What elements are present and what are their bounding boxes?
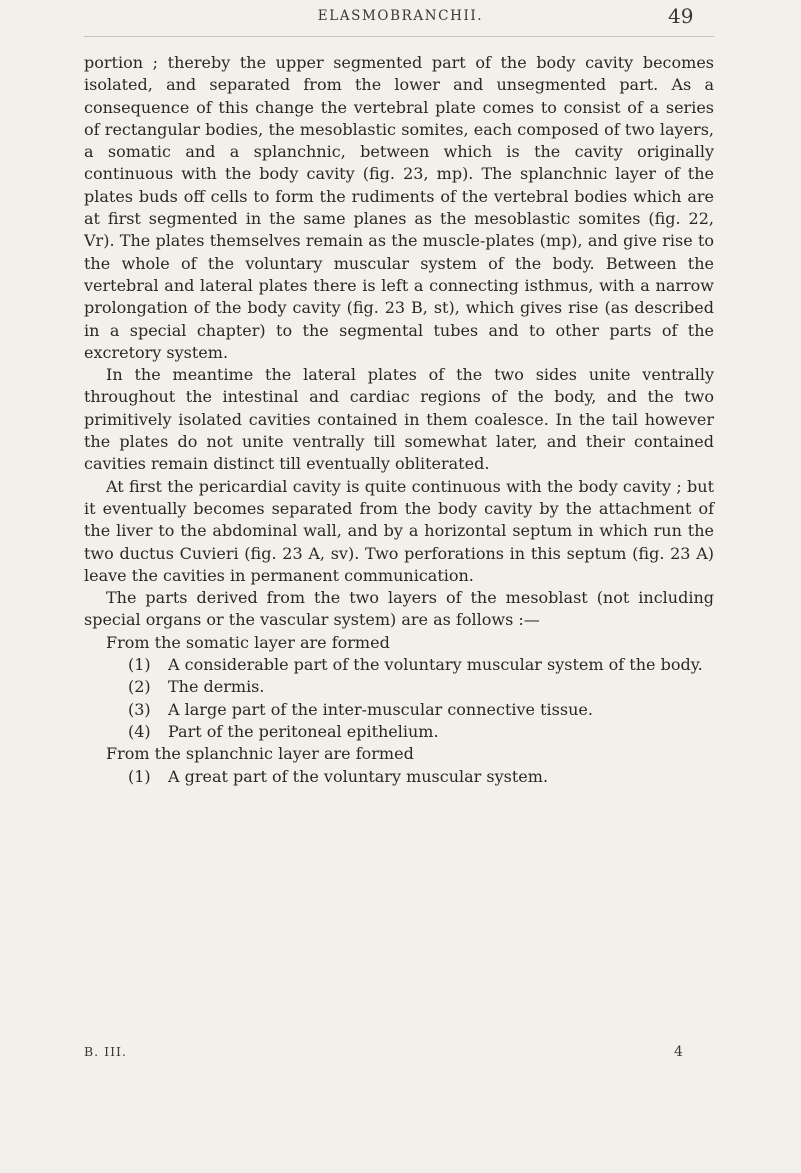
paragraph: The parts derived from the two layers of the mesoblast (not including special organs or the vascular system) are as follows :— (84, 588, 714, 630)
list-number: (3) (128, 699, 151, 719)
list-text: The dermis. (168, 677, 265, 697)
list-number: (1) (128, 655, 151, 675)
list-item (84, 721, 714, 743)
body-text (84, 52, 714, 788)
list-number: (2) (128, 677, 151, 697)
splanchnic-heading: From the splanchnic layer are formed (106, 744, 414, 764)
gathering-mark: 4 (674, 1044, 684, 1060)
list-item (84, 676, 714, 698)
list-number: (1) (128, 766, 151, 786)
page-number: 49 (668, 4, 694, 28)
somatic-heading: From the somatic layer are formed (106, 632, 390, 652)
paragraph: portion ; thereby the upper segmented part of the body cavity becomes isolated, and separated from the lower and unsegmented part. As a consequence of this change the vertebral plate comes to consist of a series of rectangular bodies, the mesoblastic somites, each composed of two layers, a somatic and a splanchnic, between which is the cavity originally continuous with the body cavity (fig. 23, mp). The splanchnic layer of the plates buds off cells to form the rudiments of the vertebral bodies which are at first segmented in the same planes as the mesoblastic somites (fig. 22, Vr). The plates themselves remain as the muscle-plates (mp), and give rise to the whole of the voluntary muscular system of the body. Between the vertebral and lateral plates there is left a connecting isthmus, with a narrow prolongation of the body cavity (fig. 23 B, st), which gives rise (as described in a special chapter) to the segmental tubes and to other parts of the excretory system. (84, 53, 714, 362)
list-item (84, 654, 714, 676)
list-text: A considerable part of the voluntary muscular system of the body. (168, 655, 703, 675)
list-text: A large part of the inter-muscular connective tissue. (168, 699, 593, 719)
list-item (84, 766, 714, 788)
list-number: (4) (128, 721, 151, 741)
list-item (84, 699, 714, 721)
running-head: ELASMOBRANCHII. (317, 8, 484, 24)
paragraph: In the meantime the lateral plates of the two sides unite ventrally throughout the intestinal and cardiac regions of the body, and the two primitively isolated cavities contained in them coalesce. In the tail however the plates do not unite ventrally till somewhat later, and their contained cavities remain distinct till eventually obliterated. (84, 365, 714, 474)
signature-mark: B. III. (84, 1044, 127, 1059)
list-text: Part of the peritoneal epithelium. (168, 721, 439, 741)
header-rule (84, 36, 714, 37)
list-text: A great part of the voluntary muscular system. (168, 766, 549, 786)
paragraph: At first the pericardial cavity is quite continuous with the body cavity ; but it eventually becomes separated from the body cavity by the attachment of the liver to the abdominal wall, and by a horizontal septum in which run the two ductus Cuvieri (fig. 23 A, sv). Two perforations in this septum (fig. 23 A) leave the cavities in permanent communication. (84, 476, 714, 585)
